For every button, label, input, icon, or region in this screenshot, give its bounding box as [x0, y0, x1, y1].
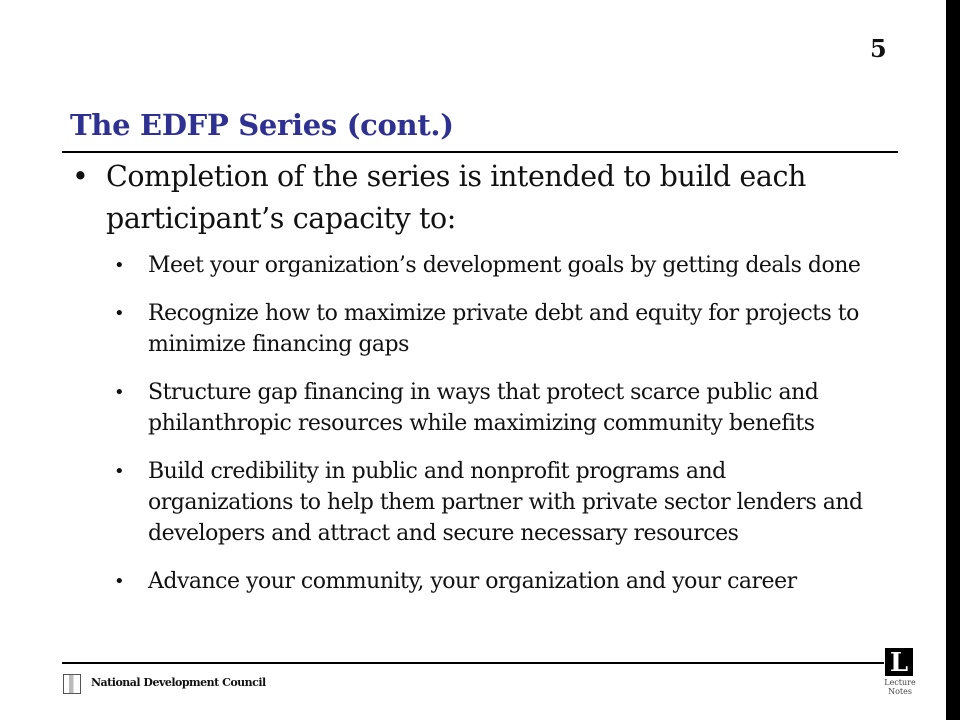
footer-org: National Development Council — [91, 676, 266, 689]
sub-bullet: • Meet your organization’s development goals by getting deals done — [114, 250, 872, 281]
main-bullet: • Completion of the series is intended to build each participant’s capacity to: — [72, 156, 872, 240]
ndc-logo-icon — [63, 674, 81, 694]
footer-divider — [62, 662, 884, 664]
lecture-notes-logo-icon: L — [885, 648, 913, 676]
content — [72, 156, 872, 614]
sub-bullet-list — [72, 250, 872, 597]
lecture-notes-label: Lecture Notes — [884, 678, 916, 696]
sub-bullet: • Recognize how to maximize private debt and equity for projects to minimize financing gaps — [114, 298, 872, 360]
title-divider — [62, 151, 898, 153]
slide-title: The EDFP Series (cont.) — [70, 108, 454, 142]
sub-bullet: • Structure gap financing in ways that protect scarce public and philanthropic resources while maximizing community benefits — [114, 377, 872, 439]
slide-number: 5 — [870, 34, 887, 63]
sub-bullet: • Advance your community, your organization and your career — [114, 566, 872, 597]
sub-bullet: • Build credibility in public and nonprofit programs and organizations to help them partner with private sector lenders and developers and attract and secure necessary resources — [114, 456, 872, 549]
